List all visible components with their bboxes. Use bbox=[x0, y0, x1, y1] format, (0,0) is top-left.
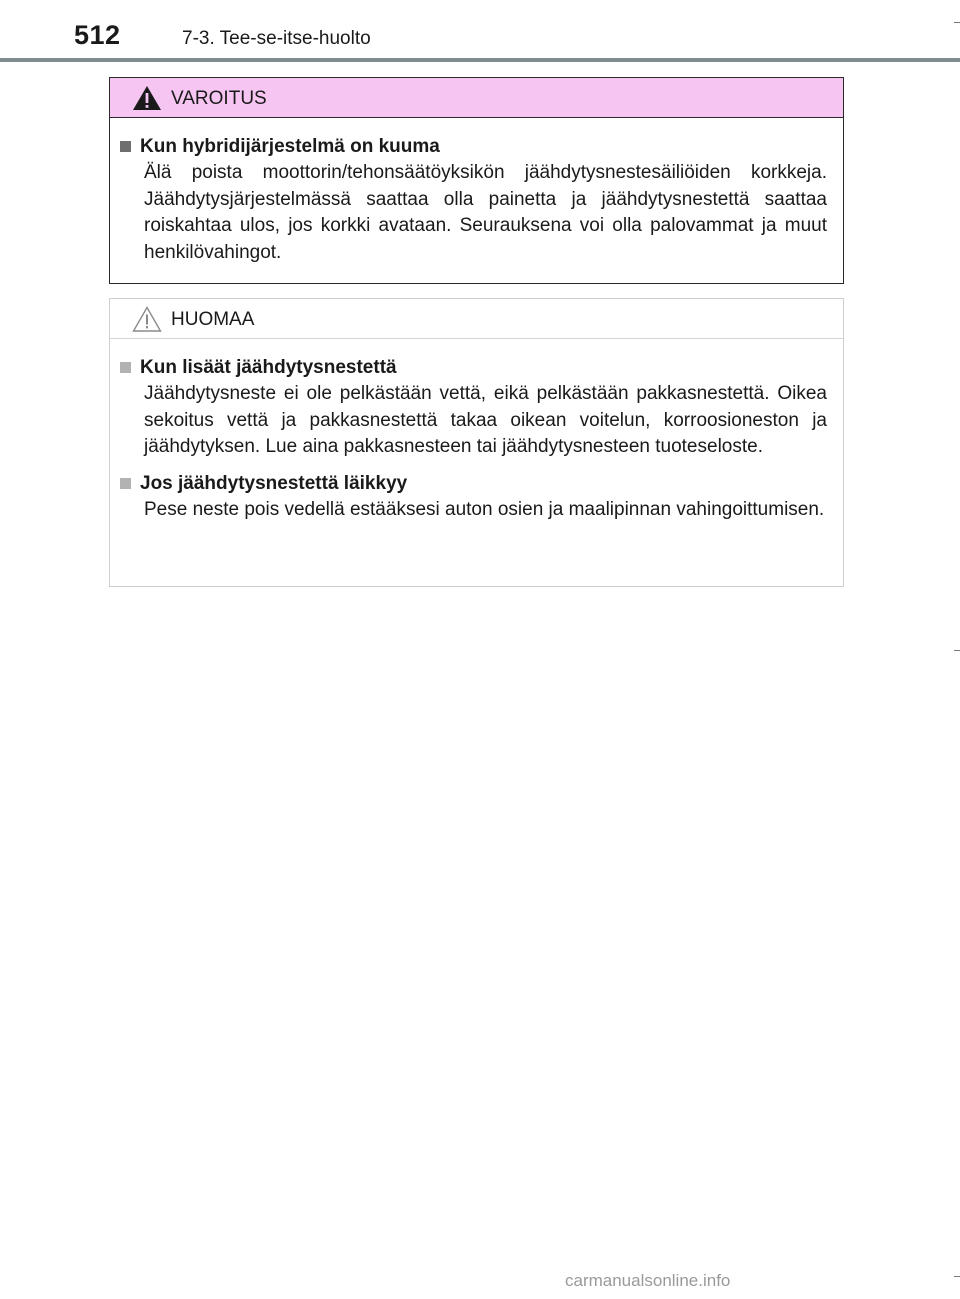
page-number: 512 bbox=[74, 20, 121, 50]
notice-item-heading: Kun lisäät jäähdytysnestettä bbox=[140, 357, 397, 378]
square-bullet-icon bbox=[120, 141, 131, 152]
warning-triangle-icon bbox=[132, 85, 162, 111]
crop-mark bbox=[954, 22, 960, 23]
notice-box bbox=[109, 298, 844, 587]
notice-item bbox=[117, 355, 827, 461]
warning-item-text: Älä poista moottorin/tehonsäätöyksikön jäähdytysnestesäiliöiden korkkeja. Jäähdytysjärjestelmässä saattaa olla painetta ja jäähdytysnestettä saattaa roiskahtaa ulos, jos korkki avataan. Seurauksena voi olla palovammat ja muut henkilövahingot. bbox=[144, 162, 827, 263]
crop-mark bbox=[954, 650, 960, 651]
notice-label: HUOMAA bbox=[171, 309, 255, 330]
site-watermark: carmanualsonline.info bbox=[565, 1271, 731, 1290]
warning-body bbox=[110, 118, 843, 266]
warning-header bbox=[110, 78, 843, 118]
notice-item bbox=[117, 471, 827, 524]
notice-item-text: Jäähdytysneste ei ole pelkästään vettä, eikä pelkästään pakkasnestettä. Oikea sekoitus vettä ja pakkasnestettä takaa oikean voitelun, korroosioneston ja jäähdytyksen. Lue aina pakkasnesteen tai jäähdytysnesteen tuoteseloste. bbox=[144, 383, 827, 457]
square-bullet-icon bbox=[120, 478, 131, 489]
notice-body bbox=[110, 339, 843, 523]
warning-box bbox=[109, 77, 844, 284]
notice-item-heading: Jos jäähdytysnestettä läikkyy bbox=[140, 472, 408, 494]
notice-header bbox=[110, 299, 843, 339]
crop-mark bbox=[954, 1276, 960, 1277]
warning-item-heading: Kun hybridijärjestelmä on kuuma bbox=[140, 136, 440, 157]
notice-item-text: Pese neste pois vedellä estääksesi auton osien ja maalipinnan vahingoittumisen. bbox=[144, 498, 825, 520]
warning-label: VAROITUS bbox=[171, 88, 267, 109]
warning-item bbox=[117, 134, 827, 266]
caution-triangle-icon bbox=[132, 306, 162, 332]
header-rule bbox=[0, 58, 960, 62]
square-bullet-icon bbox=[120, 362, 131, 373]
page-header bbox=[0, 0, 960, 62]
section-title: 7-3. Tee-se-itse-huolto bbox=[182, 28, 371, 49]
